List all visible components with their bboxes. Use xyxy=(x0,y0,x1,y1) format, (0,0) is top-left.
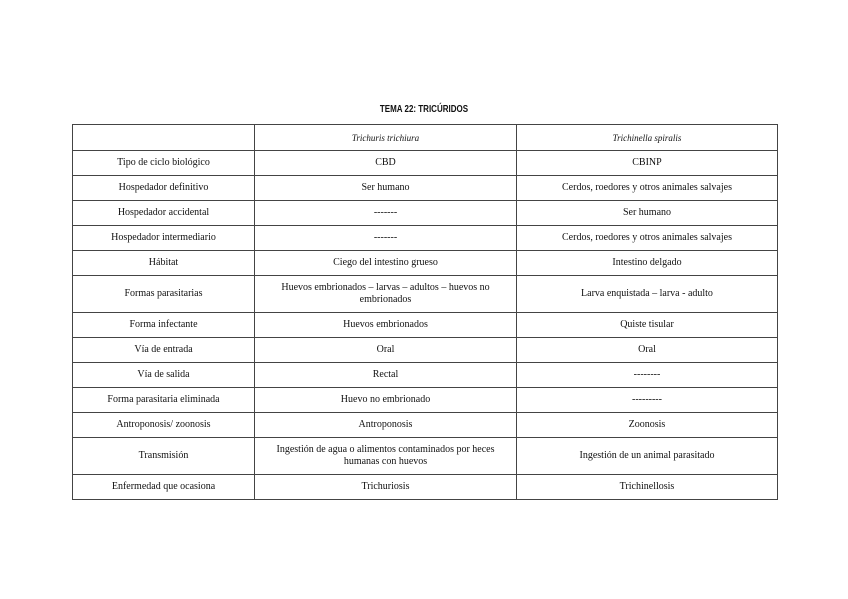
header-empty-cell xyxy=(73,125,255,151)
cell-trichinella: Ser humano xyxy=(517,201,778,226)
table-row xyxy=(73,226,778,251)
cell-trichuris: ------- xyxy=(255,226,517,251)
cell-trichinella: Larva enquistada – larva - adulto xyxy=(517,276,778,313)
table-row xyxy=(73,475,778,500)
cell-trichuris: Ciego del intestino grueso xyxy=(255,251,517,276)
table-row xyxy=(73,176,778,201)
cell-trichinella: --------- xyxy=(517,388,778,413)
row-label: Vía de salida xyxy=(73,363,255,388)
cell-trichuris: Huevos embrionados – larvas – adultos – huevos no embrionados xyxy=(255,276,517,313)
row-label: Enfermedad que ocasiona xyxy=(73,475,255,500)
header-trichuris: Trichuris trichiura xyxy=(255,125,517,151)
table-row xyxy=(73,338,778,363)
cell-trichuris: Antroponosis xyxy=(255,413,517,438)
table-row xyxy=(73,363,778,388)
table-row xyxy=(73,413,778,438)
cell-trichuris: Oral xyxy=(255,338,517,363)
table-row xyxy=(73,151,778,176)
cell-trichinella: CBINP xyxy=(517,151,778,176)
cell-trichuris: Huevo no embrionado xyxy=(255,388,517,413)
cell-trichuris: Trichuriosis xyxy=(255,475,517,500)
row-label: Hábitat xyxy=(73,251,255,276)
cell-trichuris: Huevos embrionados xyxy=(255,313,517,338)
row-label: Tipo de ciclo biológico xyxy=(73,151,255,176)
comparison-table xyxy=(72,124,778,500)
table-row xyxy=(73,201,778,226)
row-label: Transmisión xyxy=(73,438,255,475)
row-label: Hospedador intermediario xyxy=(73,226,255,251)
table-row xyxy=(73,276,778,313)
cell-trichinella: -------- xyxy=(517,363,778,388)
cell-trichuris: Rectal xyxy=(255,363,517,388)
cell-trichinella: Trichinellosis xyxy=(517,475,778,500)
cell-trichuris: ------- xyxy=(255,201,517,226)
row-label: Formas parasitarias xyxy=(73,276,255,313)
cell-trichinella: Quiste tisular xyxy=(517,313,778,338)
cell-trichinella: Cerdos, roedores y otros animales salvajes xyxy=(517,226,778,251)
row-label: Vía de entrada xyxy=(73,338,255,363)
row-label: Forma infectante xyxy=(73,313,255,338)
row-label: Forma parasitaria eliminada xyxy=(73,388,255,413)
row-label: Hospedador accidental xyxy=(73,201,255,226)
page-title: TEMA 22: TRICÚRIDOS xyxy=(379,104,469,115)
table-row xyxy=(73,313,778,338)
row-label: Antroponosis/ zoonosis xyxy=(73,413,255,438)
cell-trichuris: Ser humano xyxy=(255,176,517,201)
cell-trichuris: CBD xyxy=(255,151,517,176)
cell-trichinella: Oral xyxy=(517,338,778,363)
cell-trichinella: Zoonosis xyxy=(517,413,778,438)
table-row xyxy=(73,438,778,475)
cell-trichuris: Ingestión de agua o alimentos contaminados por heces humanas con huevos xyxy=(255,438,517,475)
header-trichinella: Trichinella spiralis xyxy=(517,125,778,151)
row-label: Hospedador definitivo xyxy=(73,176,255,201)
cell-trichinella: Cerdos, roedores y otros animales salvajes xyxy=(517,176,778,201)
table-row xyxy=(73,251,778,276)
table-row xyxy=(73,388,778,413)
cell-trichinella: Ingestión de un animal parasitado xyxy=(517,438,778,475)
cell-trichinella: Intestino delgado xyxy=(517,251,778,276)
table-header-row xyxy=(73,125,778,151)
